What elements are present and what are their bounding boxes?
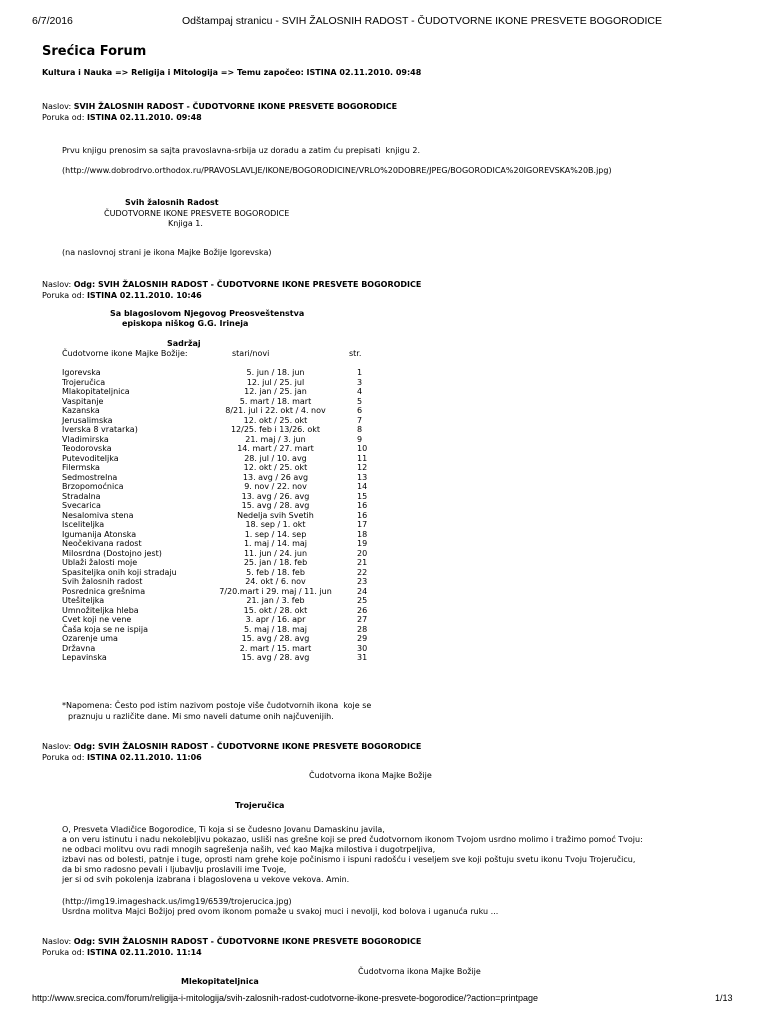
- post-from: ISTINA 02.11.2010. 10:46: [86, 291, 202, 300]
- post-subject: Odg: SVIH ŽALOSNIH RADOST - ČUDOTVORNE IKONE PRESVETE BOGORODICE: [73, 742, 422, 751]
- centered-caption: Čudotvorna ikona Majke Božije: [358, 967, 481, 976]
- icon-name: Svih žalosnih radost: [62, 577, 143, 586]
- contents-row: [62, 587, 397, 597]
- icon-page: 20: [357, 548, 368, 558]
- icon-name: Državna: [62, 643, 96, 653]
- icon-dates: 12. okt / 25. okt: [243, 463, 308, 472]
- icon-name: Ozarenje uma: [62, 634, 118, 643]
- icon-dates: 7/20.mart i 29. maj / 11. jun: [219, 586, 332, 596]
- contents-row: [62, 653, 397, 663]
- icon-dates: 15. okt / 28. okt: [243, 605, 308, 615]
- col-header-page: str.: [349, 349, 362, 358]
- icon-page: 11: [357, 453, 368, 463]
- col-header-dates: stari/novi: [232, 349, 270, 358]
- icon-name: Posrednica grešnima: [62, 586, 146, 596]
- icon-page: 12: [357, 463, 368, 472]
- icon-name: Teodorovska: [62, 444, 112, 453]
- contents-row: [62, 530, 397, 540]
- contents-row: [62, 463, 397, 473]
- icon-name: Iverska 8 vratarka): [62, 425, 138, 434]
- icon-name: Igorevska: [62, 368, 101, 377]
- icon-page: 14: [357, 482, 368, 491]
- icon-dates: 5. mart / 18. mart: [239, 396, 312, 406]
- prayer-line: jer si od svih pokolenja izabrana i blagoslovena u vekove vekova. Amin.: [62, 875, 350, 884]
- icon-name: Filermska: [62, 463, 100, 472]
- icon-page: 18: [357, 529, 368, 539]
- contents-row: [62, 606, 397, 616]
- post-header: [42, 936, 421, 958]
- icon-dates: 9. nov / 22. nov: [244, 482, 307, 491]
- contents-row: [62, 482, 397, 492]
- icon-page: 25: [357, 596, 368, 605]
- prayer-line: O, Presveta Vladičice Bogorodice, Ti koja si se čudesno Jovanu Damaskinu javila,: [62, 825, 385, 834]
- contents-row: [62, 568, 397, 578]
- print-title: Odštampaj stranicu - SVIH ŽALOSNIH RADOST - ČUDOTVORNE IKONE PRESVETE BOGORODICE: [182, 15, 662, 27]
- icon-page: 22: [357, 567, 368, 577]
- icon-dates: 5. maj / 18. maj: [243, 624, 308, 634]
- post-header: [42, 279, 421, 301]
- icon-page: 26: [357, 605, 368, 615]
- from-label: Poruka od:: [42, 291, 85, 300]
- icon-name: Ublaži žalosti moje: [62, 558, 138, 567]
- icon-name: Trojeručica: [62, 377, 106, 387]
- icon-name: Brzopomoćnica: [62, 482, 124, 491]
- icon-page: 28: [357, 624, 368, 634]
- icon-page: 5: [357, 396, 363, 406]
- icon-dates: 15. avg / 28. avg: [241, 653, 310, 662]
- icon-page: 19: [357, 539, 368, 548]
- icon-name: Svecarica: [62, 501, 101, 510]
- prayer-line: ne odbaci molitvu ovu radi mnogih sagrešenja naših, već kao Majka milostiva i dugotrpeljiva,: [62, 845, 436, 854]
- icon-name: Lepavinska: [62, 653, 107, 662]
- icon-dates: Nedelja svih Svetih: [237, 510, 314, 520]
- icon-name: Vaspitanje: [62, 396, 104, 406]
- centered-caption: Čudotvorna ikona Majke Božije: [309, 771, 432, 780]
- icon-page: 1: [357, 368, 363, 377]
- icon-dates: 13. avg / 26. avg: [241, 491, 310, 501]
- icon-dates: 1. maj / 14. maj: [243, 539, 308, 548]
- subject-label: Naslov:: [42, 102, 72, 111]
- icon-dates: 5. feb / 18. feb: [246, 567, 305, 577]
- icon-name: Sedmostrelna: [62, 472, 118, 482]
- icon-dates: 24. okt / 6. nov: [245, 577, 306, 586]
- icon-page: 15: [357, 491, 368, 501]
- contents-row: [62, 634, 397, 644]
- contents-row: [62, 520, 397, 530]
- post-header: [42, 741, 421, 763]
- icon-name: Stradalna: [62, 491, 101, 501]
- icon-page: 31: [357, 653, 368, 662]
- icon-name: Cvet koji ne vene: [62, 615, 132, 624]
- icon-dates: 21. maj / 3. jun: [245, 434, 306, 444]
- contents-row: [62, 492, 397, 502]
- post-subject: Odg: SVIH ŽALOSNIH RADOST - ČUDOTVORNE IKONE PRESVETE BOGORODICE: [73, 280, 422, 289]
- icon-name: Spasiteljka onih koji stradaju: [62, 567, 177, 577]
- contents-row: [62, 644, 397, 654]
- icon-name: Utešiteljka: [62, 596, 105, 605]
- breadcrumb: Kultura i Nauka => Religija i Mitologija => Temu započeo: ISTINA 02.11.2010. 09:48: [42, 68, 422, 77]
- print-date: 6/7/2016: [32, 15, 73, 27]
- contents-row: [62, 511, 397, 521]
- icon-page: 24: [357, 586, 368, 596]
- icon-dates: 12. jul / 25. jul: [246, 377, 305, 387]
- icon-dates: 15. avg / 28. avg: [241, 634, 310, 643]
- icon-page: 13: [357, 472, 368, 482]
- image-link: (http://img19.imageshack.us/img19/6539/trojerucica.jpg): [62, 897, 292, 906]
- contents-heading: Sadržaj: [167, 339, 201, 348]
- contents-row: [62, 406, 397, 416]
- icon-name: Igumanija Atonska: [62, 529, 137, 539]
- icon-page: 6: [357, 406, 363, 415]
- post-header: [42, 101, 397, 123]
- icon-page: 21: [357, 558, 368, 567]
- icon-name: Vladimirska: [62, 434, 109, 444]
- icon-name: Milosrdna (Dostojno jest): [62, 548, 162, 558]
- icon-page: 17: [357, 520, 368, 529]
- forum-title: Srećica Forum: [42, 44, 147, 59]
- contents-row: [62, 378, 397, 388]
- contents-row: [62, 425, 397, 435]
- icon-name: Isceliteljka: [62, 520, 105, 529]
- footnote: praznuju u različite dane. Mi smo naveli datume onih najčuvenijih.: [68, 712, 334, 721]
- icon-name: Umnožiteljka hleba: [62, 605, 139, 615]
- prayer-line: izbavi nas od bolesti, patnje i tuge, oprosti nam grehe koje počinismo i ispuni radošću i veseljem sve koji poštuju svetu ikonu Tvoju Trojeručicu,: [62, 855, 636, 864]
- post-text: Prvu knjigu prenosim sa sajta pravoslavna-srbija uz doradu a zatim ću prepisati knjigu 2.: [62, 146, 420, 155]
- icon-dates: 12. jan / 25. jan: [244, 387, 307, 396]
- post-text: Usrdna molitva Majci Božijoj pred ovom ikonom pomaže u svakoj muci i nevolji, kod bolova i uganuća ruku ...: [62, 907, 499, 916]
- icon-name: Kazanska: [62, 406, 100, 415]
- icon-dates: 3. apr / 16. apr: [245, 615, 306, 624]
- post-subject: SVIH ŽALOSNIH RADOST - ČUDOTVORNE IKONE PRESVETE BOGORODICE: [73, 102, 398, 111]
- contents-row: [62, 368, 397, 378]
- contents-row: [62, 501, 397, 511]
- contents-row: [62, 549, 397, 559]
- from-label: Poruka od:: [42, 948, 85, 957]
- contents-row: [62, 387, 397, 397]
- icon-page: 27: [357, 615, 368, 624]
- post-from: ISTINA 02.11.2010. 11:06: [86, 753, 202, 762]
- icon-dates: 21. jan / 3. feb: [246, 596, 305, 605]
- subject-label: Naslov:: [42, 280, 72, 289]
- section-heading: Trojeručica: [235, 801, 285, 810]
- icon-page: 23: [357, 577, 368, 586]
- contents-row: [62, 473, 397, 483]
- contents-row: [62, 596, 397, 606]
- icon-dates: 28. jul / 10. avg: [244, 453, 307, 463]
- contents-row: [62, 558, 397, 568]
- from-label: Poruka od:: [42, 753, 85, 762]
- prayer-line: da bi smo radosno pevali i ljubavlju proslavili ime Tvoje,: [62, 865, 287, 874]
- contents-row: [62, 444, 397, 454]
- contents-row: [62, 625, 397, 635]
- icon-name: Nesalomiva stena: [62, 510, 134, 520]
- icon-name: Neočekivana radost: [62, 539, 142, 548]
- icon-page: 29: [357, 634, 368, 643]
- contents-row: [62, 539, 397, 549]
- icon-page: 7: [357, 415, 363, 425]
- icon-page: 8: [357, 425, 363, 434]
- subject-label: Naslov:: [42, 742, 72, 751]
- post-note: (na naslovnoj strani je ikona Majke Božije Igorevska): [62, 248, 272, 257]
- contents-row: [62, 615, 397, 625]
- post-subject: Odg: SVIH ŽALOSNIH RADOST - ČUDOTVORNE IKONE PRESVETE BOGORODICE: [73, 937, 422, 946]
- icon-dates: 25. jan / 18. feb: [243, 558, 308, 567]
- icon-dates: 12. okt / 25. okt: [243, 415, 308, 425]
- icon-dates: 8/21. jul i 22. okt / 4. nov: [225, 406, 326, 415]
- icon-dates: 1. sep / 14. sep: [244, 529, 307, 539]
- icon-dates: 13. avg / 26 avg: [242, 472, 309, 482]
- icon-dates: 11. jun / 24. jun: [243, 548, 308, 558]
- icon-dates: 15. avg / 28. avg: [241, 501, 310, 510]
- book-subtitle: ČUDOTVORNE IKONE PRESVETE BOGORODICE: [104, 209, 290, 218]
- icon-dates: 12/25. feb i 13/26. okt: [230, 425, 321, 434]
- contents-row: [62, 416, 397, 426]
- page-number: 1/13: [715, 993, 733, 1003]
- icon-page: 9: [357, 434, 363, 444]
- icon-dates: 2. mart / 15. mart: [239, 643, 312, 653]
- icon-page: 16: [357, 501, 368, 510]
- contents-row: [62, 454, 397, 464]
- contents-table: [62, 368, 397, 663]
- icon-page: 30: [357, 643, 368, 653]
- book-title: Svih žalosnih Radost: [125, 198, 219, 207]
- contents-row: [62, 577, 397, 587]
- icon-name: Mlakopitateljnica: [62, 387, 130, 396]
- section-heading: Mlekopitateljnica: [181, 977, 259, 986]
- post-from: ISTINA 02.11.2010. 11:14: [86, 948, 202, 957]
- icon-name: Putevoditeljka: [62, 453, 119, 463]
- from-label: Poruka od:: [42, 113, 85, 122]
- icon-dates: 18. sep / 1. okt: [245, 520, 306, 529]
- icon-page: 4: [357, 387, 363, 396]
- contents-row: [62, 435, 397, 445]
- icon-dates: 14. mart / 27. mart: [237, 444, 314, 453]
- col-header-name: Čudotvorne ikone Majke Božije:: [62, 349, 188, 358]
- footnote: *Napomena: Često pod istim nazivom postoje više čudotvornih ikona koje se: [62, 701, 372, 710]
- icon-page: 3: [357, 377, 363, 387]
- icon-dates: 5. jun / 18. jun: [246, 368, 305, 377]
- blessing-line: Sa blagoslovom Njegovog Preosveštenstva: [110, 309, 305, 318]
- contents-row: [62, 397, 397, 407]
- icon-page: 10: [357, 444, 368, 453]
- page-url: http://www.srecica.com/forum/religija-i-mitologija/svih-zalosnih-radost-cudotvorne-ikone-presvete-bogorodice/?action=printpage: [32, 993, 538, 1003]
- prayer-line: a on veru istinutu i nadu nekolebljivu pokazao, usliši nas grešne koji se pred čudotvornom ikonom Tvojom usrdno molimo i tražimo pomoć Tvoju:: [62, 835, 643, 844]
- icon-name: Jerusalimska: [62, 415, 113, 425]
- icon-name: Čaša koja se ne ispija: [62, 624, 148, 634]
- blessing-line: episkopa niškog G.G. Irineja: [122, 319, 249, 328]
- subject-label: Naslov:: [42, 937, 72, 946]
- image-link: (http://www.dobrodrvo.orthodox.ru/PRAVOSLAVLJE/IKONE/BOGORODICINE/VRLO%20DOBRE/JPEG/BOGORODICA%20IGOREVSKA%20B.jpg): [62, 166, 612, 175]
- post-from: ISTINA 02.11.2010. 09:48: [86, 113, 202, 122]
- book-number: Knjiga 1.: [168, 219, 203, 228]
- icon-page: 16: [357, 510, 368, 520]
